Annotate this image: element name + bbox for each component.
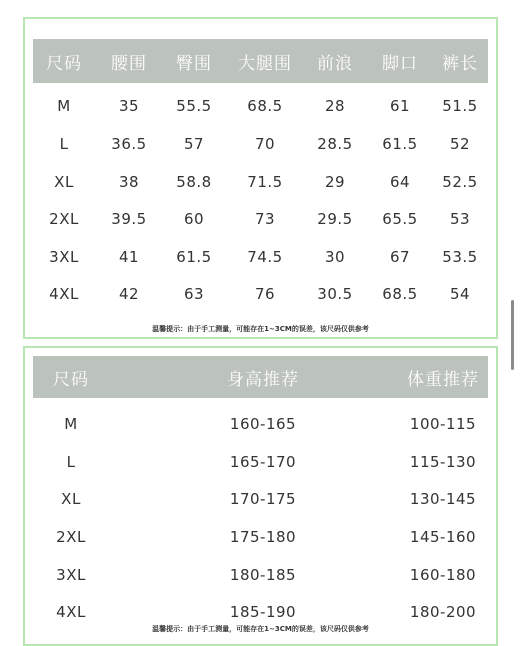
cell-height: 185-190: [229, 603, 297, 621]
cell-front-rise: 28.5: [317, 135, 353, 153]
cell-size: L: [66, 453, 76, 471]
cell-weight: 145-160: [409, 528, 477, 546]
cell-size: M: [64, 415, 78, 433]
cell-length: 52: [449, 135, 471, 153]
cell-thigh: 76: [254, 285, 276, 303]
cell-leg-opening: 61.5: [382, 135, 418, 153]
cell-hip: 60: [183, 210, 205, 228]
cell-leg-opening: 65.5: [382, 210, 418, 228]
table-row: [33, 239, 488, 275]
table-row: [33, 557, 488, 593]
header-front-rise: 前浪: [317, 53, 353, 74]
cell-size: 4XL: [49, 285, 79, 303]
table-row: [33, 406, 488, 442]
cell-size: XL: [54, 173, 74, 191]
header-thigh: 大腿围: [238, 53, 292, 74]
cell-leg-opening: 64: [389, 173, 411, 191]
cell-weight: 130-145: [409, 490, 477, 508]
header-leg-opening: 脚口: [382, 53, 418, 74]
table-row: [33, 519, 488, 555]
cell-size: L: [59, 135, 69, 153]
cell-waist: 39.5: [111, 210, 147, 228]
table-row: [33, 481, 488, 517]
table-row: [33, 201, 488, 237]
cell-height: 170-175: [229, 490, 297, 508]
cell-size: 2XL: [56, 528, 86, 546]
cell-waist: 42: [118, 285, 140, 303]
cell-length: 51.5: [442, 97, 478, 115]
cell-waist: 38: [118, 173, 140, 191]
cell-front-rise: 30: [324, 248, 346, 266]
cell-leg-opening: 68.5: [382, 285, 418, 303]
header-size: 尺码: [53, 369, 89, 390]
cell-waist: 36.5: [111, 135, 147, 153]
table-row: [33, 444, 488, 480]
size-table-header: [33, 39, 488, 83]
scrollbar-thumb[interactable]: [511, 300, 514, 370]
table-row: [33, 276, 488, 312]
header-hip: 臀围: [176, 53, 212, 74]
measurement-note: 温馨提示：由于手工测量，可能存在1~3CM的误差，该尺码仅供参考: [152, 325, 369, 333]
cell-height: 165-170: [229, 453, 297, 471]
cell-length: 54: [449, 285, 471, 303]
cell-height: 160-165: [229, 415, 297, 433]
table-row: [33, 126, 488, 162]
cell-front-rise: 30.5: [317, 285, 353, 303]
header-weight: 体重推荐: [407, 369, 479, 390]
size-table-panel: [23, 17, 498, 339]
cell-weight: 160-180: [409, 566, 477, 584]
cell-leg-opening: 67: [389, 248, 411, 266]
cell-weight: 115-130: [409, 453, 477, 471]
cell-length: 53.5: [442, 248, 478, 266]
cell-front-rise: 29.5: [317, 210, 353, 228]
cell-height: 175-180: [229, 528, 297, 546]
cell-height: 180-185: [229, 566, 297, 584]
cell-waist: 35: [118, 97, 140, 115]
cell-thigh: 70: [254, 135, 276, 153]
cell-front-rise: 29: [324, 173, 346, 191]
table-row: [33, 88, 488, 124]
recommendation-table-panel: [23, 346, 498, 646]
measurement-note: 温馨提示：由于手工测量，可能存在1~3CM的误差，该尺码仅供参考: [152, 625, 369, 633]
cell-length: 53: [449, 210, 471, 228]
cell-thigh: 74.5: [247, 248, 283, 266]
header-length: 裤长: [442, 53, 478, 74]
cell-size: M: [57, 97, 71, 115]
cell-thigh: 68.5: [247, 97, 283, 115]
cell-hip: 57: [183, 135, 205, 153]
header-waist: 腰围: [111, 53, 147, 74]
cell-size: XL: [61, 490, 81, 508]
cell-thigh: 73: [254, 210, 276, 228]
table-row: [33, 164, 488, 200]
header-size: 尺码: [46, 53, 82, 74]
cell-size: 4XL: [56, 603, 86, 621]
cell-hip: 55.5: [176, 97, 212, 115]
cell-hip: 58.8: [176, 173, 212, 191]
cell-size: 3XL: [56, 566, 86, 584]
header-height: 身高推荐: [227, 369, 299, 390]
recommendation-table-header: [33, 356, 488, 398]
cell-hip: 61.5: [176, 248, 212, 266]
cell-size: 2XL: [49, 210, 79, 228]
cell-weight: 100-115: [409, 415, 477, 433]
cell-front-rise: 28: [324, 97, 346, 115]
cell-weight: 180-200: [409, 603, 477, 621]
cell-leg-opening: 61: [389, 97, 411, 115]
cell-length: 52.5: [442, 173, 478, 191]
cell-waist: 41: [118, 248, 140, 266]
cell-size: 3XL: [49, 248, 79, 266]
cell-hip: 63: [183, 285, 205, 303]
cell-thigh: 71.5: [247, 173, 283, 191]
